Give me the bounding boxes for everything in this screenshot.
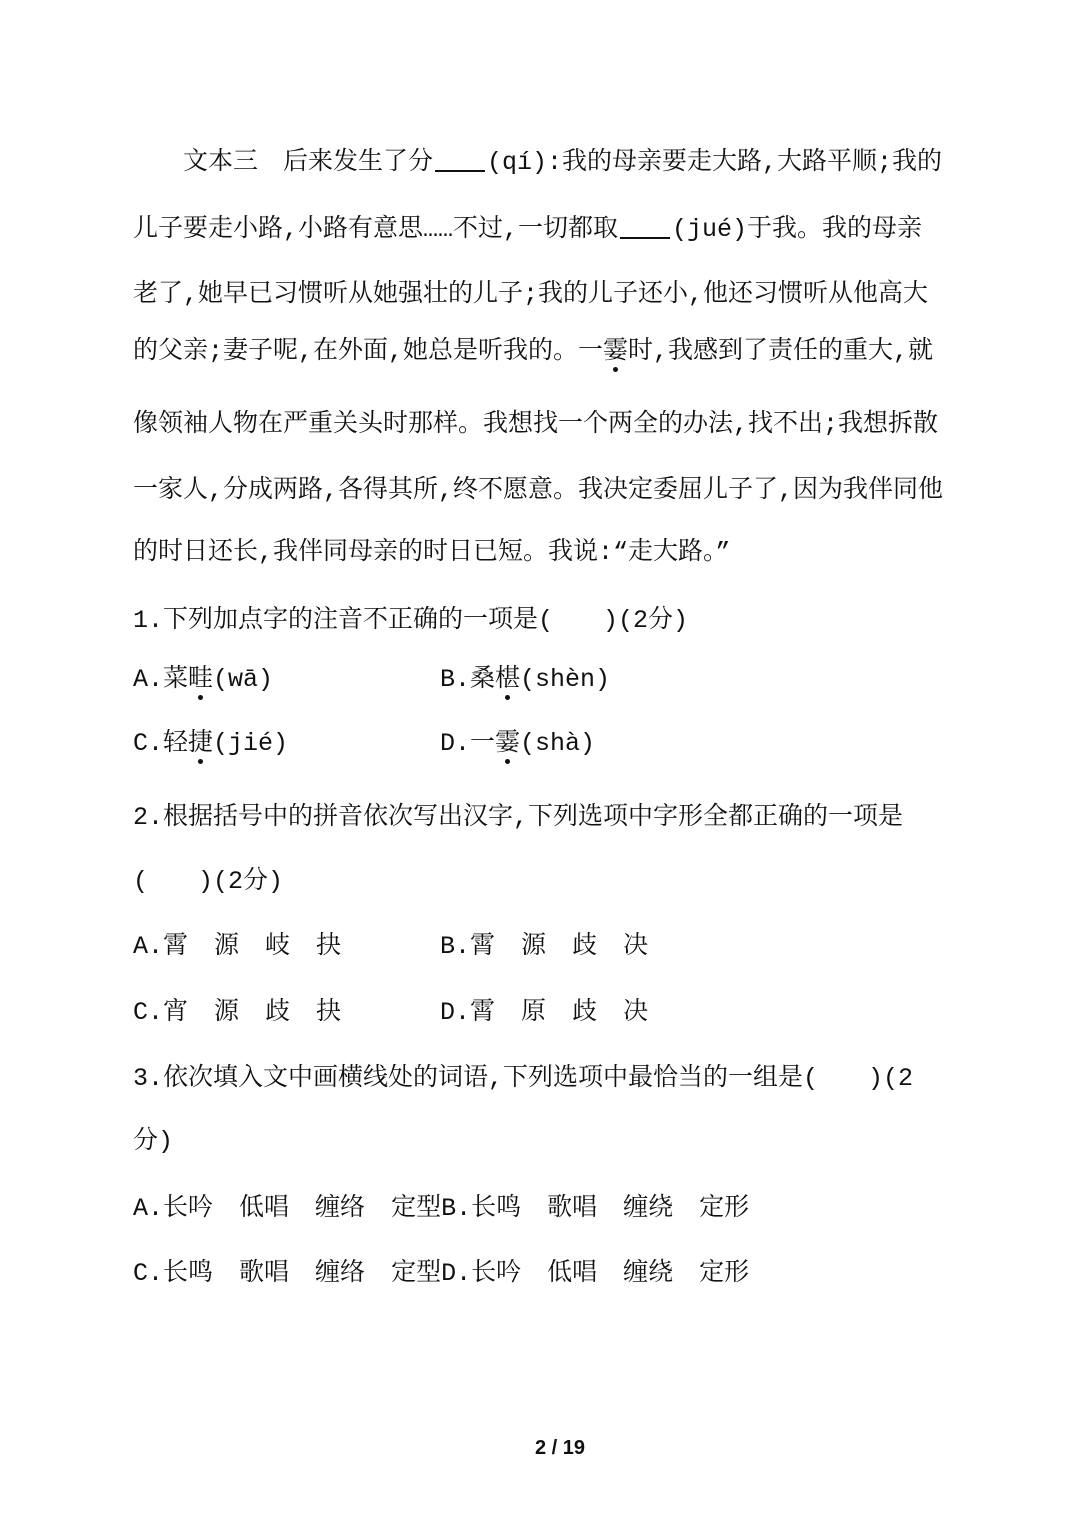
option-letter: A.	[133, 665, 164, 694]
q2-option-b	[440, 931, 648, 963]
option-item: 长吟	[471, 1259, 522, 1288]
option-letter: A.	[133, 932, 164, 961]
option-item: 歌唱	[547, 1194, 598, 1223]
option-item: 原	[521, 998, 547, 1027]
q1-options-row-1	[0, 664, 1080, 696]
option-item: 低唱	[239, 1194, 290, 1223]
passage-line-4	[133, 336, 933, 368]
q2-options-row-1	[0, 931, 1080, 963]
option-item: 定型	[391, 1194, 442, 1223]
option-pinyin: (jié)	[213, 729, 289, 758]
q2-option-a	[133, 931, 341, 963]
emphasis-dotted-char: 椹	[495, 665, 521, 694]
q3-stem: 3.依次填入文中画横线处的词语,下列选项中最恰当的一组是( )(2	[133, 1064, 914, 1093]
option-item: 缠络	[315, 1194, 366, 1223]
emphasis-dotted-char: 霎	[495, 729, 521, 758]
q1-option-d	[440, 728, 595, 760]
option-item: 长鸣	[471, 1194, 522, 1223]
option-letter: D.	[440, 729, 471, 758]
option-item: 定形	[699, 1194, 750, 1223]
option-item: 源	[214, 932, 240, 961]
option-item: 决	[623, 932, 649, 961]
option-item: 定型	[391, 1259, 442, 1288]
passage-text: 的父亲;妻子呢,在外面,她总是听我的。一	[133, 337, 604, 366]
option-item: 缠络	[315, 1259, 366, 1288]
q2-options-row-2	[0, 997, 1080, 1029]
q2-stem-continued: ( )(2分)	[133, 867, 284, 896]
passage-line-2	[133, 214, 922, 246]
passage-text: 儿子要走小路,小路有意思……不过,一切都取	[133, 215, 619, 244]
passage-line-3: 老了,她早已习惯听从她强壮的儿子;我的儿子还小,他还习惯听从他高大	[133, 280, 929, 309]
option-letter: B.	[441, 1194, 472, 1223]
option-letter: D.	[441, 1259, 472, 1288]
option-pinyin: (wā)	[213, 665, 274, 694]
option-pinyin: (shà)	[520, 729, 596, 758]
option-item: 岐	[265, 932, 291, 961]
option-item: 歧	[265, 998, 291, 1027]
option-item: 缠绕	[623, 1194, 674, 1223]
option-item: 抉	[316, 998, 342, 1027]
q3-stem-continued: 分)	[133, 1127, 174, 1156]
q2-stem: 2.根据括号中的拼音依次写出汉字,下列选项中字形全都正确的一项是	[133, 803, 904, 832]
option-letter: A.	[133, 1194, 164, 1223]
q1-option-c	[133, 728, 288, 760]
option-pinyin: (shèn)	[520, 665, 611, 694]
option-letter: B.	[440, 665, 471, 694]
option-item: 定形	[699, 1259, 750, 1288]
option-text: 一	[470, 729, 496, 758]
option-letter: C.	[133, 998, 164, 1027]
q2-option-d	[440, 997, 648, 1029]
option-letter: C.	[133, 729, 164, 758]
passage-line-5: 像领袖人物在严重关头时那样。我想找一个两全的办法,找不出;我想拆散	[133, 410, 939, 439]
option-item: 霄	[163, 932, 189, 961]
option-text: 轻	[163, 729, 189, 758]
passage-text: (qí):我的母亲要走大路,大路平顺;我的	[487, 148, 943, 177]
option-item: 宵	[163, 998, 189, 1027]
q3-option-b	[441, 1194, 749, 1223]
option-item: 长鸣	[163, 1259, 214, 1288]
option-letter: B.	[440, 932, 471, 961]
option-text: 桑	[470, 665, 496, 694]
option-item: 歌唱	[239, 1259, 290, 1288]
option-item: 歧	[572, 998, 598, 1027]
option-item: 长吟	[163, 1194, 214, 1223]
option-item: 决	[623, 998, 649, 1027]
emphasis-dotted-char: 霎	[603, 337, 629, 366]
q1-stem: 1.下列加点字的注音不正确的一项是( )(2分)	[133, 606, 689, 635]
passage-line-1	[183, 147, 942, 179]
option-item: 缠绕	[623, 1259, 674, 1288]
option-item: 低唱	[547, 1259, 598, 1288]
q3-options-row-2	[133, 1258, 749, 1290]
option-letter: C.	[133, 1259, 164, 1288]
page-number: 2 / 19	[534, 1437, 586, 1459]
q3-option-c	[133, 1259, 441, 1288]
option-item: 歧	[572, 932, 598, 961]
fill-blank	[435, 148, 485, 172]
q1-option-a	[133, 664, 273, 696]
option-text: 菜	[163, 665, 189, 694]
option-item: 抉	[316, 932, 342, 961]
passage-text: (jué)于我。我的母亲	[672, 215, 923, 244]
q1-option-b	[440, 664, 610, 696]
q1-options-row-2	[0, 728, 1080, 760]
option-item: 霄	[470, 932, 496, 961]
q3-option-a	[133, 1194, 441, 1223]
option-item: 源	[214, 998, 240, 1027]
passage-line-7: 的时日还长,我伴同母亲的时日已短。我说:“走大路。”	[133, 538, 731, 567]
option-letter: D.	[440, 998, 471, 1027]
fill-blank	[620, 215, 670, 239]
q3-options-row-1	[133, 1193, 749, 1225]
emphasis-dotted-char: 捷	[188, 729, 214, 758]
q3-option-d	[441, 1259, 749, 1288]
q2-option-c	[133, 997, 341, 1029]
emphasis-dotted-char: 畦	[188, 665, 214, 694]
passage-text: 后来发生了分	[283, 148, 434, 177]
option-item: 霄	[470, 998, 496, 1027]
passage-label: 文本三	[183, 148, 259, 177]
passage-text: 时,我感到了责任的重大,就	[628, 337, 934, 366]
passage-line-6: 一家人,分成两路,各得其所,终不愿意。我决定委屈儿子了,因为我伴同他	[133, 476, 944, 505]
option-item: 源	[521, 932, 547, 961]
